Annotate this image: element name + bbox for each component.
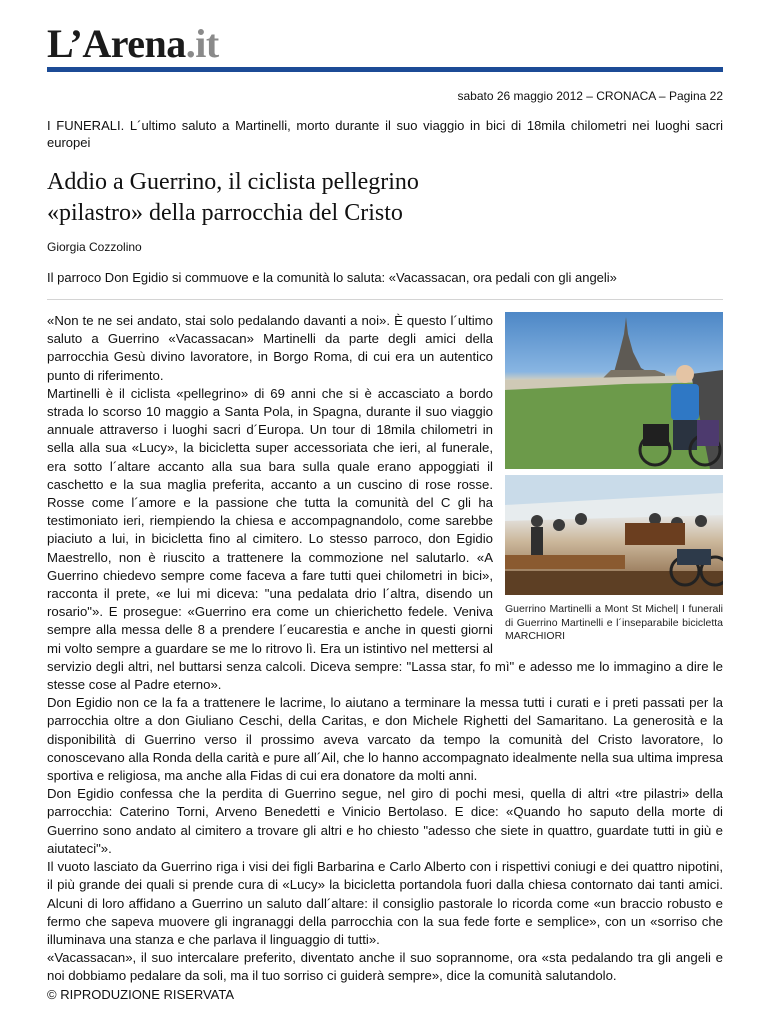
- paragraph-2: Martinelli è il ciclista «pellegrino» di 69 anni che si è accasciato a bordo strada lo scorso 10 maggio a Santa Pola, in Spagna, durante il suo viaggio annuale attraverso i luoghi sacri d´Europa. Un tour di 18mila chilometri in sella alla sua «Lucy», la bicicletta super accessoriata che ieri, al funerale, era sotto l´altare accanto alla sua bara sulla quale erano appoggiati il caschetto e la sua maglia preferita, accanto a un cuscino di rose rosse. Rosse come l´amore e la passione che tutta la comunità del C gli ha testimoniato ieri, riempiendo la chiesa e accompagnandolo, come sarebbe piaciuto a lui, in bicicletta fino al cimitero. Lo stesso parroco, don Egidio Maestrello, non è riuscito a trattenere la commozione nel salutarlo. «A Guerrino chiedevo sempre come faceva a fare tutti quei chilometri in bici», racconta il prete, «e lui mi diceva: "una pedalata drio l´altra, disendo un rosario"». E prosegue: «Guerrino era come un chierichetto fedele. Veniva sempre alla messa delle 8 a prendere l´eucarestia e anche in questi giorni mi volto sempre a guardare se me lo ritrovo lì. Era un istintivo nel mettersi al servizio degli altri, nel buttarsi senza calcoli. Diceva sempre: "Lassa star, fo mì" e adesso me lo immagino a dire le stesse cose al Padre eterno».: [47, 385, 723, 693]
- headline-line-1: Addio a Guerrino, il ciclista pellegrino: [47, 169, 419, 195]
- headline-line-2: «pilastro» della parrocchia del Cristo: [47, 200, 403, 226]
- article-body: [47, 312, 723, 1004]
- standfirst: Il parroco Don Egidio si commuove e la comunità lo saluta: «Vacassacan, ora pedali con gli angeli»: [47, 270, 617, 285]
- paragraph-5: Il vuoto lasciato da Guerrino riga i visi dei figli Barbarina e Carlo Alberto con i rispettivi coniugi e dei quattro nipotini, il più grande dei quali si prende cura di «Lucy» la bicicletta portandola fuori dalla chiesa contornato dai tanti amici. Alcuni di loro affidano a Guerrino un saluto dall´altare: il consiglio pastorale lo ricorda come «un braccio robusto e fermo che sapeva muovere gli ingranaggi della parrocchia con la sua fede forte e semplice», con un «sorriso che illuminava una stanza e che parlava il linguaggio di tutti».: [47, 859, 723, 947]
- paragraph-4: Don Egidio confessa che la perdita di Guerrino segue, nel giro di pochi mesi, quella di altri «tre pilastri» della parrocchia: Caterino Torni, Arveno Benedetti e Vinicio Bertolaso. E dice: «Quando ho saputo della morte di Guerrino sono andato al cimitero a trovare gli altri e ho chiesto "adesso che siete in quattro, guardate tutti in giù e aiutateci"».: [47, 786, 723, 856]
- larena-logo[interactable]: [47, 22, 219, 66]
- photo-mont-st-michel[interactable]: [505, 312, 723, 469]
- photo-figure: [505, 312, 723, 644]
- kicker: I FUNERALI. L´ultimo saluto a Martinelli, morto durante il suo viaggio in bici di 18mila chilometri nei luoghi sacri europei: [47, 118, 723, 150]
- photo-funeral-image: [505, 475, 723, 595]
- photo-funeral[interactable]: [505, 475, 723, 595]
- masthead-rule: [47, 67, 723, 72]
- author-byline: Giorgia Cozzolino: [47, 240, 142, 254]
- photo-mont-st-michel-image: [505, 312, 723, 469]
- headline: [47, 167, 723, 229]
- paragraph-3: Don Egidio non ce la fa a trattenere le lacrime, lo aiutano a terminare la messa tutti i curati e i preti passati per la parrocchia oltre a don Giuliano Ceschi, della Caritas, e don Michele Righetti del Samaritano. La generosità e la disponibilità di Guerrino verso il prossimo aveva varcato da tempo la comunità del Cristo lavoratore, lo conoscevano alla Ronda della carità e pure all´Ail, che lo hanno accompagnato idealmente nella sua ultima impresa sportiva e religiosa, ma anche alla Fidas di cui era donatore da molti anni.: [47, 695, 723, 784]
- photo-caption: Guerrino Martinelli a Mont St Michel| I funerali di Guerrino Martinelli e l´inseparabile bicicletta MARCHIORI: [505, 603, 723, 642]
- separator: [47, 299, 723, 300]
- logo-main-text: L’Arena: [47, 21, 186, 66]
- dateline: sabato 26 maggio 2012 – CRONACA – Pagina 22: [457, 89, 723, 103]
- paragraph-1: «Non te ne sei andato, stai solo pedalando davanti a noi». È questo l´ultimo saluto a Guerrino «Vacassacan» Martinelli da parte degli amici della parrocchia Gesù divino lavoratore, in Borgo Roma, di cui era un autentico punto di riferimento.: [47, 313, 493, 383]
- copyright-notice: © RIPRODUZIONE RISERVATA: [47, 986, 235, 1002]
- paragraph-6: «Vacassacan», il suo intercalare preferito, diventato anche il suo soprannome, ora «sta pedalando tra gli angeli e noi dobbiamo pedalare da soli, ma il tuo sorriso ci guiderà sempre», dice la comunità salutandolo.: [47, 950, 723, 984]
- logo-tld-text: .it: [185, 21, 219, 66]
